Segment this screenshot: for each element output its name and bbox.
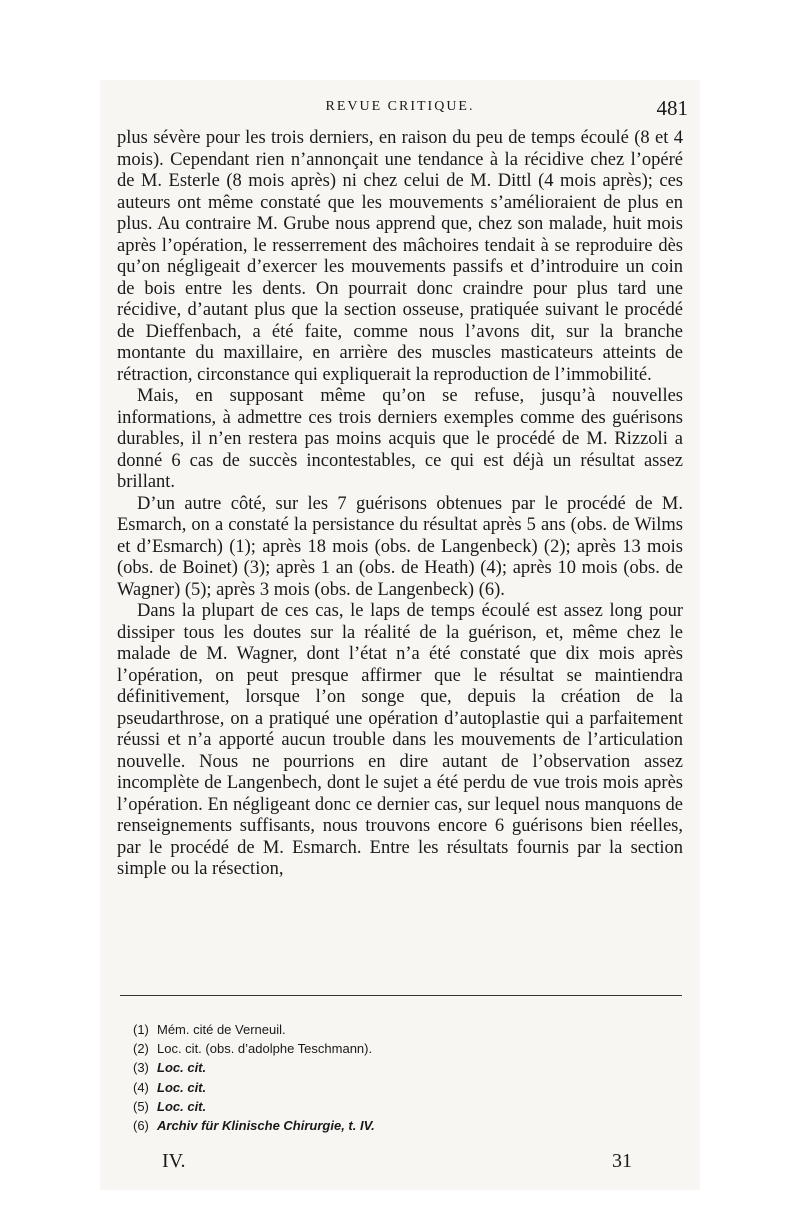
page-footer: [162, 1150, 632, 1176]
footnote: [133, 1078, 633, 1097]
footnote: [133, 1097, 633, 1116]
paragraph: Mais, en supposant même qu’on se refuse, jusqu’à nouvelles informations, à admettre ces trois derniers exemples comme des guérisons durables, il n’en restera pas moins acquis que le procédé de M. Rizzoli a donné 6 cas de succès incontestables, ce qui est déjà un résultat assez brillant.: [117, 386, 683, 492]
footnote: [133, 1058, 633, 1077]
footnote-number: (1): [133, 1022, 149, 1037]
footnote-text: Loc. cit.: [157, 1060, 207, 1076]
paragraph: plus sévère pour les trois derniers, en raison du peu de temps écoulé (8 et 4 mois). Cependant rien n’annonçait une tendance à la récidive chez l’opéré de M. Esterle (8 mois après) ni chez celui de M. Dittl (4 mois après); ces auteurs ont même constaté que les mouvements s’amélioraient de plus en plus. Au contraire M. Grube nous apprend que, chez son malade, huit mois après l’opération, le resserrement des mâchoires tendait à se reproduire dès qu’on négligeait d’exercer les mouvements passifs et d’introduire un coin de bois entre les dents. On pourrait donc craindre pour plus tard une récidive, d’autant plus que la section osseuse, pratiquée suivant le procédé de Dieffenbach, a été faite, comme nous l’avons dit, sur la branche montante du maxillaire, en arrière des muscles masticateurs atteints de rétraction, circonstance qui expliquerait la reproduction de l’immobilité.: [117, 128, 683, 385]
footnote: [133, 1116, 633, 1135]
footnotes: [133, 1020, 633, 1135]
paragraph: D’un autre côté, sur les 7 guérisons obtenues par le procédé de M. Esmarch, on a constaté la persistance du résultat après 5 ans (obs. de Wilms et d’Esmarch) (1); après 18 mois (obs. de Langenbeck) (2); après 13 mois (obs. de Boinet) (3); après 1 an (obs. de Heath) (4); après 10 mois (obs. de Wagner) (5); après 3 mois (obs. de Langenbeck) (6).: [117, 493, 683, 600]
footnote-number: (6): [133, 1118, 149, 1134]
footnote-text: Loc. cit.: [157, 1079, 207, 1095]
footnote-text: Loc. cit. (obs. d’adolphe Teschmann).: [157, 1041, 373, 1057]
footnote-text: Mém. cité de Verneuil.: [157, 1022, 286, 1037]
page-header: [112, 96, 688, 126]
signature-mark: 31: [612, 1150, 632, 1172]
body-text: [117, 128, 683, 881]
footnote-rule: [120, 995, 682, 996]
footnote-text: Loc. cit.: [157, 1098, 207, 1114]
footnote-number: (3): [133, 1060, 149, 1076]
footnote: [133, 1020, 633, 1039]
page-number: 481: [656, 96, 688, 120]
paragraph: Dans la plupart de ces cas, le laps de temps écoulé est assez long pour dissiper tous les doutes sur la réalité de la guérison, et, même chez le malade de M. Wagner, dont l’état n’a été constaté que dix mois après l’opération, on peut presque affirmer que le résultat se maintiendra définitivement, lorsque l’on songe que, depuis la création de la pseudarthrose, on a pratiqué une opération d’autoplastie qui a parfaitement réussi et n’a apporté aucun trouble dans les mouvements de l’articulation nouvelle. Nous ne pourrions en dire autant de l’observation assez incomplète de Langenbech, dont le sujet a été perdu de vue trois mois après l’opération. En négligeant donc ce dernier cas, sur lequel nous manquons de renseignements suffisants, nous trouvons encore 6 guérisons bien réelles, par le procédé de M. Esmarch. Entre les résultats fournis par la section simple ou la résection,: [117, 601, 683, 879]
footnote-text: Archiv für Klinische Chirurgie, t. IV.: [157, 1118, 375, 1134]
running-title: REVUE CRITIQUE.: [325, 99, 475, 114]
footnote-number: (2): [133, 1041, 149, 1057]
volume-mark: IV.: [162, 1150, 186, 1172]
footnote-number: (4): [133, 1079, 149, 1095]
footnote: [133, 1039, 633, 1058]
footnote-number: (5): [133, 1098, 149, 1114]
